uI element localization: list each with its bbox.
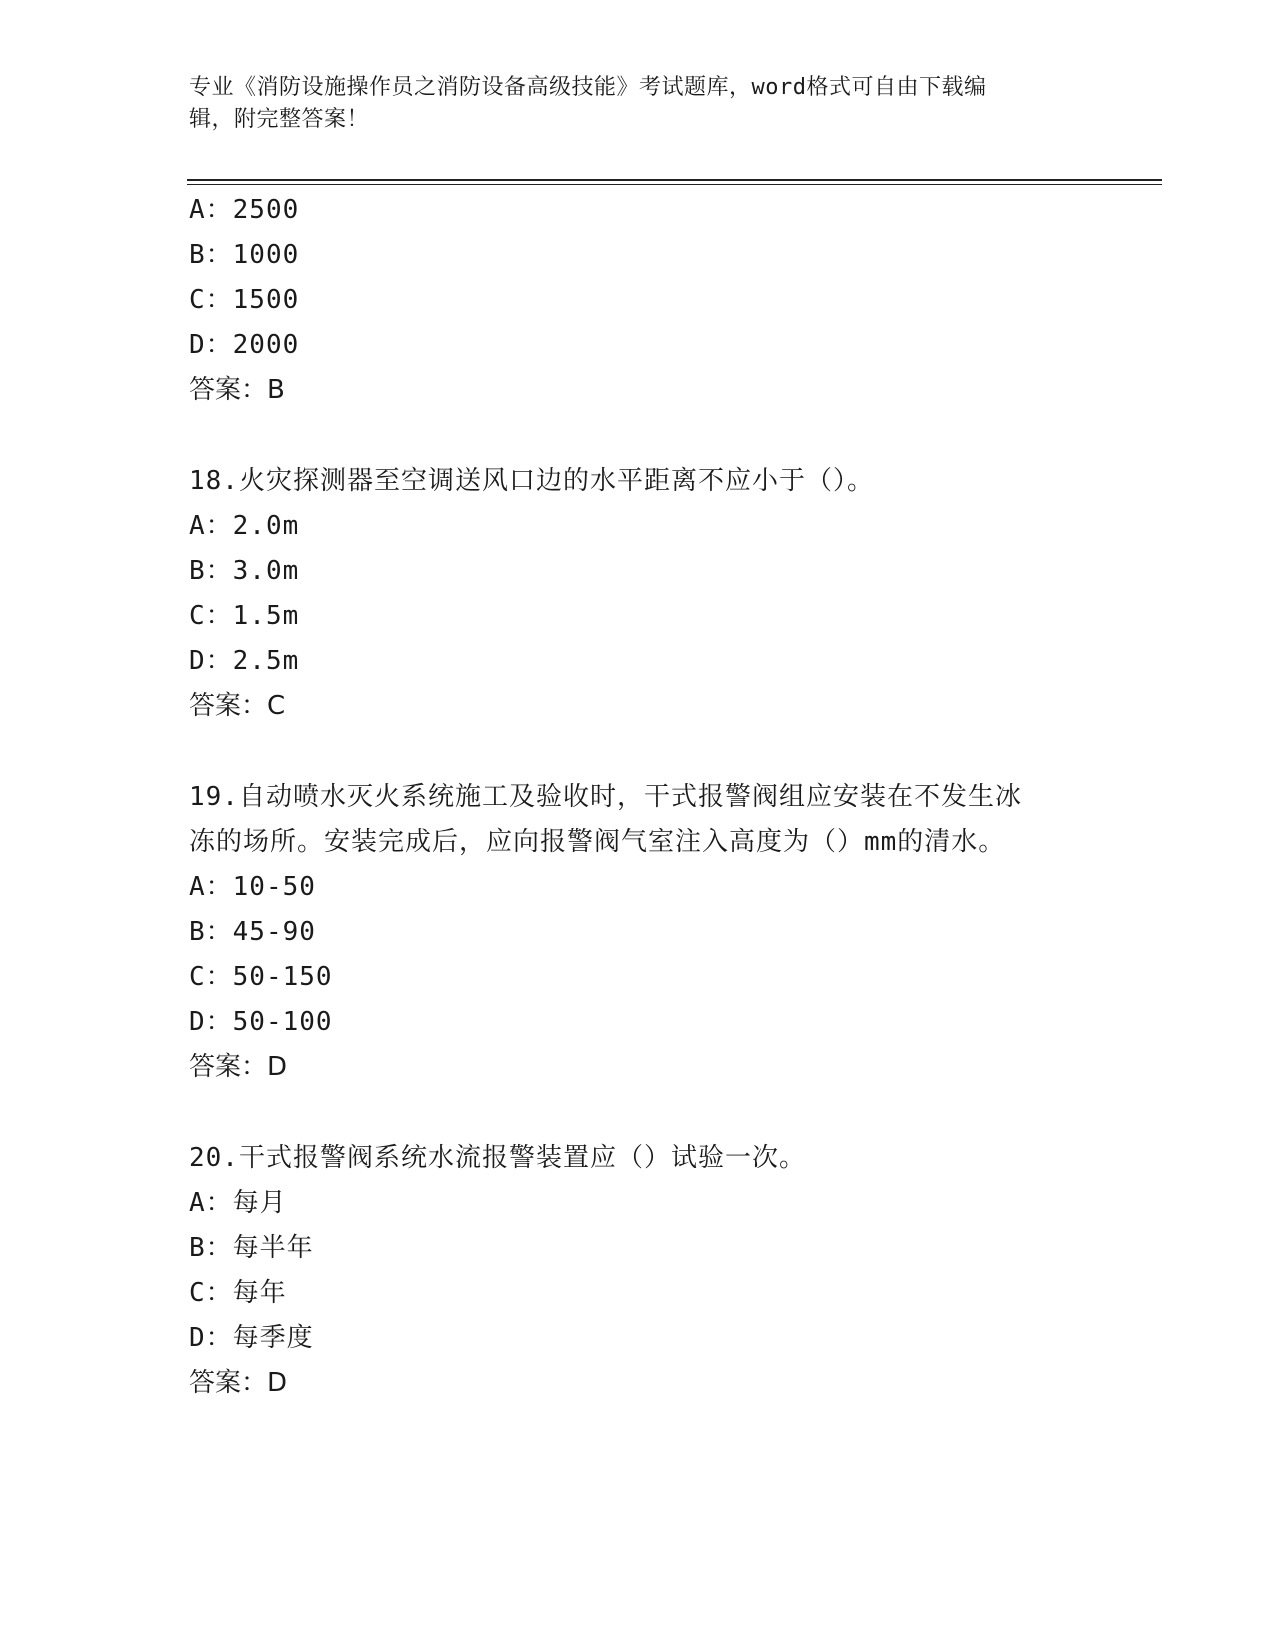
q18-option-c: C：1.5m	[189, 601, 300, 631]
q19-question-line-2: 冻的场所。安装完成后，应向报警阀气室注入高度为（）mm的清水。	[189, 827, 1006, 857]
header-line-2: 辑，附完整答案！	[189, 107, 370, 132]
q17-option-c: C：1500	[189, 285, 300, 315]
q18-question: 18.火灾探测器至空调送风口边的水平距离不应小于（）。	[189, 466, 874, 496]
q17-option-d: D：2000	[189, 330, 300, 360]
q17-option-b: B：1000	[189, 240, 300, 270]
q19-option-b: B：45-90	[189, 917, 316, 947]
q17-answer: 答案：B	[189, 375, 285, 405]
q20-answer: 答案：D	[189, 1368, 288, 1398]
q18-option-a: A：2.0m	[189, 511, 300, 541]
q18-option-b: B：3.0m	[189, 556, 300, 586]
q19-answer: 答案：D	[189, 1052, 288, 1082]
q18-answer: 答案：C	[189, 691, 286, 721]
document-header	[189, 72, 1089, 136]
q20-option-c: C：每年	[189, 1278, 287, 1308]
q19-option-c: C：50-150	[189, 962, 333, 992]
q20-option-a: A：每月	[189, 1188, 287, 1218]
q20-option-d: D：每季度	[189, 1323, 314, 1353]
q19-question-line-1: 19.自动喷水灭火系统施工及验收时，干式报警阀组应安装在不发生冰	[189, 782, 1022, 812]
header-divider	[187, 179, 1162, 185]
q20-option-b: B：每半年	[189, 1233, 314, 1263]
q20-question: 20.干式报警阀系统水流报警装置应（）试验一次。	[189, 1143, 806, 1173]
header-line-1: 专业《消防设施操作员之消防设备高级技能》考试题库，word格式可自由下载编	[189, 75, 987, 100]
q18-option-d: D：2.5m	[189, 646, 300, 676]
q19-option-d: D：50-100	[189, 1007, 333, 1037]
q19-option-a: A：10-50	[189, 872, 316, 902]
q17-option-a: A：2500	[189, 195, 300, 225]
